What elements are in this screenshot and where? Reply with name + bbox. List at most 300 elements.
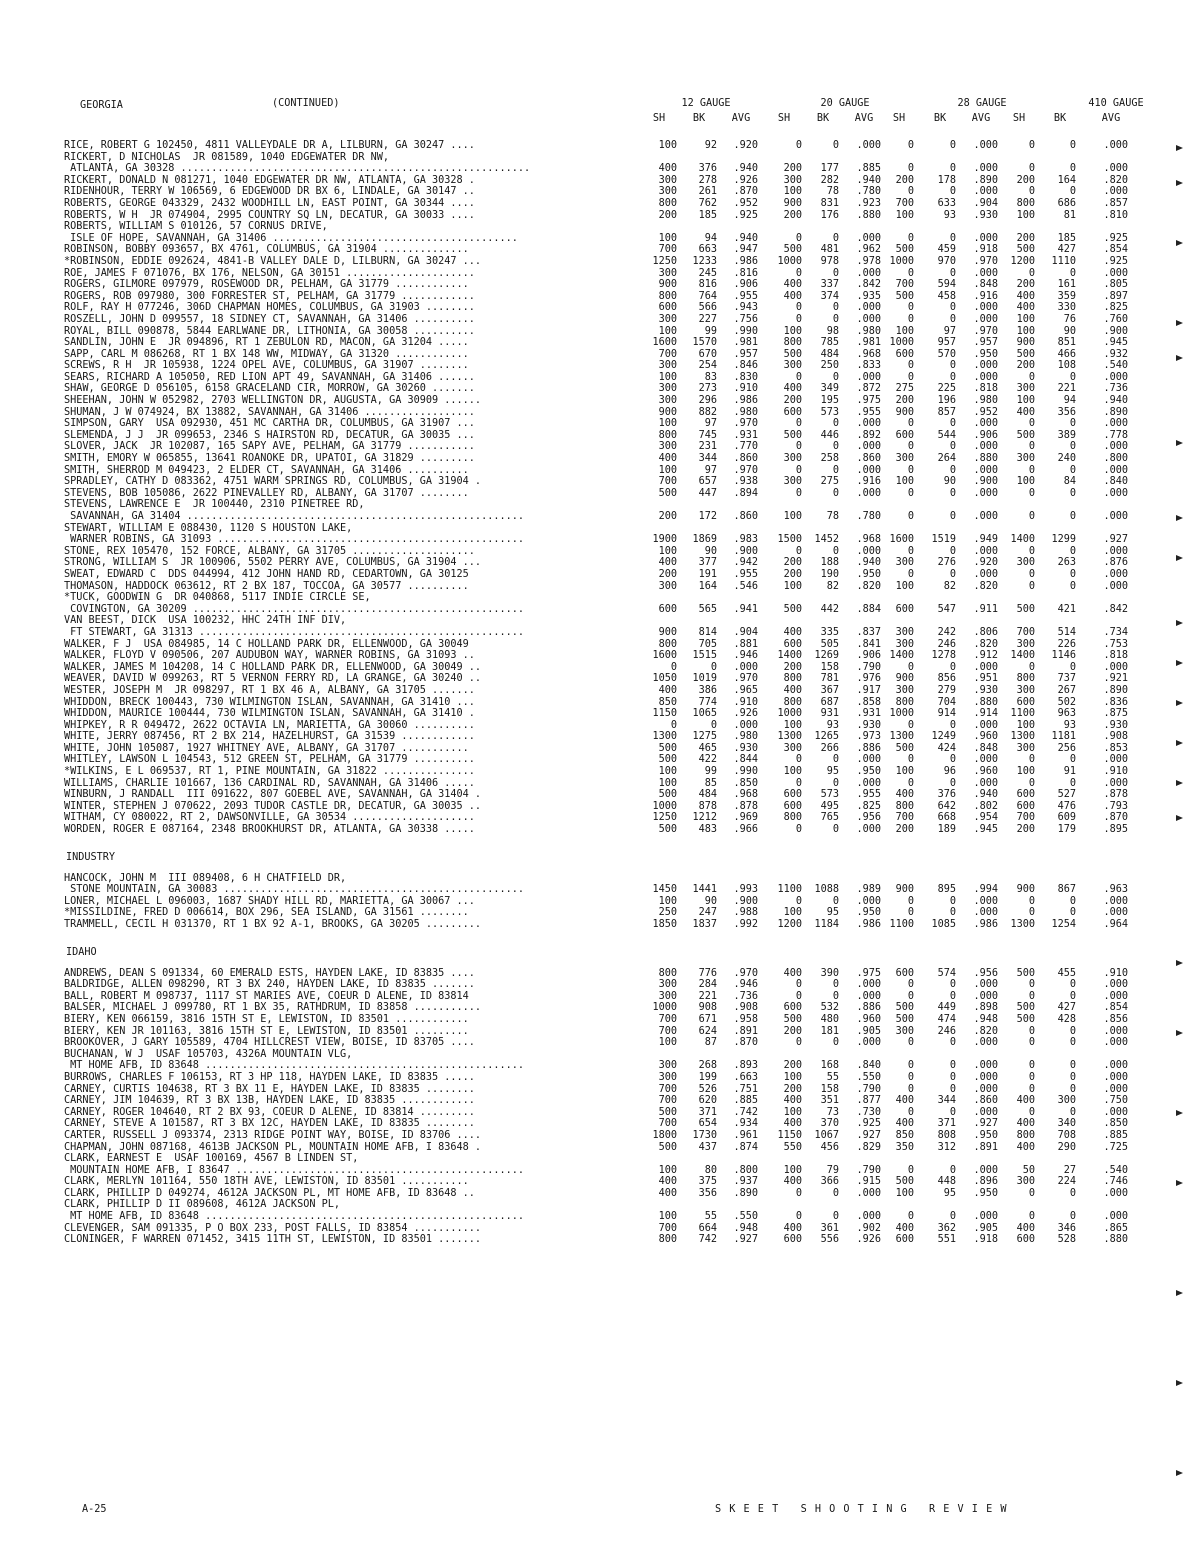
avg-cell: .902 xyxy=(856,1222,881,1234)
sh-cell: 100 xyxy=(658,1164,677,1176)
sh-cell: 300 xyxy=(783,453,802,465)
sh-cell: 0 xyxy=(795,441,802,453)
avg-cell: .980 xyxy=(733,406,758,418)
bk-cell: 663 xyxy=(698,244,717,256)
table-row xyxy=(64,604,1154,616)
avg-cell: .940 xyxy=(973,789,998,801)
bk-cell: 371 xyxy=(698,1106,717,1118)
sh-cell: 100 xyxy=(783,511,802,522)
sh-cell: 300 xyxy=(658,267,677,279)
bk-cell: 240 xyxy=(1057,453,1076,465)
bk-cell: 495 xyxy=(820,800,839,812)
sh-cell: 100 xyxy=(895,580,914,592)
bk-cell: 0 xyxy=(1069,895,1076,907)
bk-cell: 970 xyxy=(937,255,956,267)
avg-cell: .850 xyxy=(1103,1118,1128,1130)
avg-cell: .980 xyxy=(856,325,881,337)
avg-cell: .930 xyxy=(973,209,998,221)
table-row xyxy=(64,198,1154,210)
bk-cell: 776 xyxy=(698,967,717,979)
sh-cell: 300 xyxy=(658,360,677,372)
avg-cell: .000 xyxy=(856,371,881,383)
bk-cell: 0 xyxy=(832,545,839,557)
avg-cell: .945 xyxy=(1103,337,1128,349)
sh-cell: 200 xyxy=(658,209,677,221)
bk-cell: 737 xyxy=(1057,673,1076,685)
table-row xyxy=(64,919,1154,931)
sh-cell: 400 xyxy=(1016,1222,1035,1234)
bk-cell: 424 xyxy=(937,742,956,754)
avg-cell: .890 xyxy=(1103,684,1128,696)
bk-cell: 84 xyxy=(1063,476,1076,488)
bk-cell: 189 xyxy=(937,824,956,836)
shooter-entry: RICKERT, DONALD N 081271, 1040 EDGEWATER DR NW, ATLANTA, GA 30328 . xyxy=(64,174,475,186)
table-row xyxy=(64,441,1154,453)
sh-cell: 400 xyxy=(895,1095,914,1107)
bk-cell: 158 xyxy=(820,1083,839,1095)
shooter-entry: ATLANTA, GA 30328 ......................................................... xyxy=(64,163,531,175)
avg-cell: .885 xyxy=(856,163,881,175)
avg-cell: .927 xyxy=(1103,534,1128,546)
avg-cell: .000 xyxy=(973,1037,998,1049)
sh-cell: 100 xyxy=(1016,719,1035,731)
column-subheader: SH xyxy=(892,113,906,124)
table-row xyxy=(64,534,1154,546)
avg-cell: .000 xyxy=(973,1071,998,1083)
avg-cell: .950 xyxy=(973,1187,998,1199)
table-row xyxy=(64,1165,1154,1177)
bk-cell: 427 xyxy=(1057,244,1076,256)
table-row xyxy=(64,592,1154,604)
bk-cell: 278 xyxy=(698,174,717,186)
avg-cell: .946 xyxy=(733,650,758,662)
bk-cell: 0 xyxy=(832,990,839,1002)
avg-cell: .970 xyxy=(733,673,758,685)
bk-cell: 231 xyxy=(698,441,717,453)
sh-cell: 300 xyxy=(895,638,914,650)
bk-cell: 0 xyxy=(832,1037,839,1049)
table-row xyxy=(64,175,1154,187)
avg-cell: .927 xyxy=(733,1234,758,1246)
sh-cell: 300 xyxy=(783,742,802,754)
sh-cell: 0 xyxy=(907,568,914,580)
bk-cell: 764 xyxy=(698,290,717,302)
margin-arrow-mark xyxy=(1176,780,1183,786)
bk-cell: 570 xyxy=(937,348,956,360)
bk-cell: 0 xyxy=(832,418,839,430)
bk-cell: 914 xyxy=(937,708,956,720)
avg-cell: .000 xyxy=(1103,163,1128,175)
avg-cell: .900 xyxy=(733,895,758,907)
table-row xyxy=(64,1211,1154,1223)
sh-cell: 100 xyxy=(783,580,802,592)
sh-cell: 0 xyxy=(1028,163,1035,175)
sh-cell: 0 xyxy=(907,719,914,731)
table-row xyxy=(64,244,1154,256)
sh-cell: 250 xyxy=(658,907,677,919)
shooter-entry: SHUMAN, J W 074924, BX 13882, SAVANNAH, GA 31406 .................. xyxy=(64,406,475,418)
sh-cell: 1300 xyxy=(652,731,677,743)
sh-cell: 700 xyxy=(658,1222,677,1234)
avg-cell: .994 xyxy=(973,884,998,896)
shooter-entry: CARTER, RUSSELL J 093374, 2313 RIDGE POINT WAY, BOISE, ID 83706 .... xyxy=(64,1129,482,1141)
section-heading: IDAHO xyxy=(66,946,97,958)
bk-cell: 98 xyxy=(826,325,839,337)
sh-cell: 0 xyxy=(907,487,914,499)
sh-cell: 100 xyxy=(658,1037,677,1049)
bk-cell: 375 xyxy=(698,1176,717,1188)
bk-cell: 0 xyxy=(1069,163,1076,175)
shooter-entry: SAPP, CARL M 086268, RT 1 BX 148 WW, MIDWAY, GA 31320 ............ xyxy=(64,348,469,360)
sh-cell: 0 xyxy=(795,302,802,314)
sh-cell: 0 xyxy=(1028,441,1035,453)
avg-cell: .960 xyxy=(973,766,998,778)
bk-cell: 0 xyxy=(1069,580,1076,592)
sh-cell: 200 xyxy=(783,1060,802,1072)
sh-cell: 1600 xyxy=(652,337,677,349)
avg-cell: .900 xyxy=(1103,325,1128,337)
sh-cell: 0 xyxy=(1028,1187,1035,1199)
sh-cell: 0 xyxy=(907,302,914,314)
avg-cell: .920 xyxy=(973,557,998,569)
bk-cell: 0 xyxy=(832,754,839,766)
avg-cell: .800 xyxy=(1103,453,1128,465)
avg-cell: .965 xyxy=(733,684,758,696)
sh-cell: 100 xyxy=(1016,313,1035,325)
avg-cell: .000 xyxy=(1103,979,1128,991)
sh-cell: 0 xyxy=(907,1071,914,1083)
bk-cell: 0 xyxy=(832,140,839,151)
sh-cell: 400 xyxy=(658,453,677,465)
sh-cell: 100 xyxy=(1016,395,1035,407)
avg-cell: .725 xyxy=(1103,1141,1128,1153)
sh-cell: 1250 xyxy=(652,255,677,267)
bk-cell: 99 xyxy=(704,766,717,778)
bk-cell: 273 xyxy=(698,383,717,395)
bk-cell: 386 xyxy=(698,684,717,696)
margin-arrow-mark xyxy=(1176,1030,1183,1036)
bk-cell: 0 xyxy=(832,464,839,476)
bk-cell: 221 xyxy=(698,990,717,1002)
table-row xyxy=(64,743,1154,755)
sh-cell: 400 xyxy=(783,967,802,979)
bk-cell: 556 xyxy=(820,1234,839,1246)
avg-cell: .940 xyxy=(856,174,881,186)
table-row xyxy=(64,163,1154,175)
table-row xyxy=(64,186,1154,198)
table-row xyxy=(64,1014,1154,1026)
sh-cell: 700 xyxy=(658,1095,677,1107)
sh-cell: 500 xyxy=(783,1013,802,1025)
avg-cell: .000 xyxy=(973,1211,998,1223)
avg-cell: .000 xyxy=(973,979,998,991)
avg-cell: .923 xyxy=(856,197,881,209)
avg-cell: .760 xyxy=(1103,313,1128,325)
bk-cell: 196 xyxy=(937,395,956,407)
sh-cell: 0 xyxy=(1028,511,1035,522)
bk-cell: 95 xyxy=(826,907,839,919)
avg-cell: .921 xyxy=(1103,673,1128,685)
bk-cell: 0 xyxy=(949,1211,956,1223)
shooter-entry: WHITE, JERRY 087456, RT 2 BX 214, HAZELHURST, GA 31539 ............ xyxy=(64,731,475,743)
bk-cell: 0 xyxy=(1069,1211,1076,1223)
bk-cell: 97 xyxy=(704,464,717,476)
bk-cell: 1065 xyxy=(692,708,717,720)
sh-cell: 1300 xyxy=(1010,919,1035,930)
bk-cell: 349 xyxy=(820,383,839,395)
sh-cell: 500 xyxy=(658,1141,677,1153)
shooter-entry: WESTER, JOSEPH M JR 098297, RT 1 BX 46 A, ALBANY, GA 31705 ....... xyxy=(64,684,475,696)
avg-cell: .810 xyxy=(1103,209,1128,221)
sh-cell: 600 xyxy=(783,800,802,812)
avg-cell: .000 xyxy=(1103,487,1128,499)
sh-cell: 400 xyxy=(658,163,677,175)
bk-cell: 0 xyxy=(949,511,956,522)
table-row xyxy=(64,979,1154,991)
sh-cell: 700 xyxy=(895,812,914,824)
bk-cell: 0 xyxy=(949,313,956,325)
avg-cell: .818 xyxy=(1103,650,1128,662)
avg-cell: .884 xyxy=(856,603,881,615)
bk-cell: 1146 xyxy=(1051,650,1076,662)
bk-cell: 882 xyxy=(698,406,717,418)
sh-cell: 850 xyxy=(658,696,677,708)
table-row xyxy=(64,1153,1154,1165)
shooter-entry: WINBURN, J RANDALL III 091622, 807 GOEBEL AVE, SAVANNAH, GA 31404 . xyxy=(64,789,482,801)
bk-cell: 0 xyxy=(949,1106,956,1118)
table-row xyxy=(64,233,1154,245)
sh-cell: 200 xyxy=(783,557,802,569)
shooter-entry: CLARK, MERLYN 101164, 550 18TH AVE, LEWISTON, ID 83501 ........... xyxy=(64,1176,469,1188)
avg-cell: .925 xyxy=(733,209,758,221)
margin-arrow-mark xyxy=(1176,1110,1183,1116)
sh-cell: 300 xyxy=(658,1060,677,1072)
avg-cell: .000 xyxy=(856,777,881,789)
shooter-entry: ROBERTS, W H JR 074904, 2995 COUNTRY SQ LN, DECATUR, GA 30033 .... xyxy=(64,209,475,221)
avg-cell: .000 xyxy=(1103,511,1128,522)
sh-cell: 0 xyxy=(907,464,914,476)
table-row xyxy=(64,673,1154,685)
bk-cell: 0 xyxy=(1069,777,1076,789)
sh-cell: 200 xyxy=(783,1083,802,1095)
bk-cell: 465 xyxy=(698,742,717,754)
bk-cell: 446 xyxy=(820,429,839,441)
bk-cell: 276 xyxy=(937,557,956,569)
bk-cell: 0 xyxy=(1069,1106,1076,1118)
bk-cell: 1837 xyxy=(692,919,717,930)
bk-cell: 0 xyxy=(949,267,956,279)
bk-cell: 745 xyxy=(698,429,717,441)
avg-cell: .956 xyxy=(973,967,998,979)
sh-cell: 0 xyxy=(795,545,802,557)
shooter-entry: RIDENHOUR, TERRY W 106569, 6 EDGEWOOD DR BX 6, LINDALE, GA 30147 .. xyxy=(64,186,475,198)
table-row xyxy=(64,778,1154,790)
bk-cell: 0 xyxy=(1069,568,1076,580)
state-title: GEORGIA xyxy=(80,100,123,111)
table-row xyxy=(64,650,1154,662)
sh-cell: 500 xyxy=(783,244,802,256)
sh-cell: 0 xyxy=(795,371,802,383)
shooter-entry: MOUNTAIN HOME AFB, I 83647 ............................................... xyxy=(64,1164,525,1176)
table-row xyxy=(64,302,1154,314)
bk-cell: 164 xyxy=(698,580,717,592)
table-row xyxy=(64,326,1154,338)
avg-cell: .860 xyxy=(973,1095,998,1107)
bk-cell: 177 xyxy=(820,163,839,175)
bk-cell: 390 xyxy=(820,967,839,979)
bk-cell: 0 xyxy=(949,371,956,383)
avg-cell: .877 xyxy=(856,1095,881,1107)
sh-cell: 600 xyxy=(658,603,677,615)
bk-cell: 708 xyxy=(1057,1129,1076,1141)
avg-cell: .983 xyxy=(733,534,758,546)
bk-cell: 263 xyxy=(1057,557,1076,569)
bk-cell: 931 xyxy=(820,708,839,720)
sh-cell: 0 xyxy=(795,979,802,991)
table-row xyxy=(64,615,1154,627)
table-row xyxy=(64,1026,1154,1038)
avg-cell: .000 xyxy=(1103,895,1128,907)
sh-cell: 400 xyxy=(783,1095,802,1107)
avg-cell: .961 xyxy=(733,1129,758,1141)
sh-cell: 800 xyxy=(783,696,802,708)
avg-cell: .948 xyxy=(973,1013,998,1025)
shooter-entry: ROBERTS, GEORGE 043329, 2432 WOODHILL LN, EAST POINT, GA 30344 .... xyxy=(64,197,475,209)
sh-cell: 300 xyxy=(1016,638,1035,650)
sh-cell: 900 xyxy=(1016,337,1035,349)
bk-cell: 528 xyxy=(1057,1234,1076,1246)
avg-cell: .540 xyxy=(1103,360,1128,372)
bk-cell: 376 xyxy=(698,163,717,175)
avg-cell: .000 xyxy=(1103,267,1128,279)
shooter-entry: THOMASON, HADDOCK 063612, RT 2 BX 187, TOCCOA, GA 30577 .......... xyxy=(64,580,469,592)
avg-cell: .730 xyxy=(856,1106,881,1118)
avg-cell: .885 xyxy=(1103,1129,1128,1141)
avg-cell: .000 xyxy=(856,990,881,1002)
avg-cell: .940 xyxy=(856,557,881,569)
bk-cell: 242 xyxy=(937,626,956,638)
bk-cell: 657 xyxy=(698,476,717,488)
bk-cell: 0 xyxy=(832,313,839,325)
avg-cell: .870 xyxy=(733,186,758,198)
bk-cell: 261 xyxy=(698,186,717,198)
bk-cell: 0 xyxy=(949,895,956,907)
sh-cell: 0 xyxy=(907,163,914,175)
bk-cell: 668 xyxy=(937,812,956,824)
sh-cell: 300 xyxy=(895,453,914,465)
bk-cell: 0 xyxy=(710,661,717,673)
avg-cell: .802 xyxy=(973,800,998,812)
avg-cell: .820 xyxy=(973,1025,998,1037)
sh-cell: 850 xyxy=(895,1129,914,1141)
sh-cell: 200 xyxy=(1016,232,1035,244)
sh-cell: 1400 xyxy=(777,650,802,662)
avg-cell: .931 xyxy=(733,429,758,441)
sh-cell: 400 xyxy=(1016,1118,1035,1130)
avg-cell: .857 xyxy=(1103,197,1128,209)
avg-cell: .844 xyxy=(733,754,758,766)
sh-cell: 0 xyxy=(1028,754,1035,766)
sh-cell: 0 xyxy=(795,313,802,325)
table-row xyxy=(64,789,1154,801)
sh-cell: 0 xyxy=(1028,1025,1035,1037)
bk-cell: 73 xyxy=(826,1106,839,1118)
avg-cell: .000 xyxy=(856,140,881,151)
sh-cell: 0 xyxy=(907,511,914,522)
avg-cell: .000 xyxy=(1103,186,1128,198)
avg-cell: .540 xyxy=(1103,1164,1128,1176)
sh-cell: 0 xyxy=(907,232,914,244)
sh-cell: 100 xyxy=(783,1071,802,1083)
shooter-entry: BALSER, MICHAEL J 099780, RT 1 BX 35, RATHDRUM, ID 83858 ........... xyxy=(64,1002,482,1014)
table-row xyxy=(64,1095,1154,1107)
avg-cell: .000 xyxy=(856,418,881,430)
shooter-entry: ANDREWS, DEAN S 091334, 60 EMERALD ESTS, HAYDEN LAKE, ID 83835 .... xyxy=(64,967,475,979)
sh-cell: 300 xyxy=(895,557,914,569)
avg-cell: .960 xyxy=(856,1013,881,1025)
sh-cell: 0 xyxy=(1028,1083,1035,1095)
sh-cell: 400 xyxy=(783,279,802,291)
sh-cell: 0 xyxy=(907,441,914,453)
bk-cell: 190 xyxy=(820,568,839,580)
bk-cell: 246 xyxy=(937,638,956,650)
sh-cell: 700 xyxy=(658,244,677,256)
avg-cell: .980 xyxy=(973,395,998,407)
bk-cell: 814 xyxy=(698,626,717,638)
sh-cell: 500 xyxy=(783,348,802,360)
bk-cell: 1452 xyxy=(814,534,839,546)
bk-cell: 1519 xyxy=(931,534,956,546)
avg-cell: .856 xyxy=(1103,1013,1128,1025)
shooter-entry: RICKERT, D NICHOLAS JR 081589, 1040 EDGEWATER DR NW, xyxy=(64,151,390,163)
bk-cell: 266 xyxy=(820,742,839,754)
table-row xyxy=(64,1188,1154,1200)
avg-cell: .955 xyxy=(733,290,758,302)
sh-cell: 0 xyxy=(1028,568,1035,580)
table-row xyxy=(64,1234,1154,1246)
sh-cell: 300 xyxy=(783,476,802,488)
bk-cell: 455 xyxy=(1057,967,1076,979)
sh-cell: 0 xyxy=(795,824,802,836)
sh-cell: 500 xyxy=(1016,603,1035,615)
column-subheader: BK xyxy=(692,113,706,124)
shooter-entry: WORDEN, ROGER E 087164, 2348 BROOKHURST DR, ATLANTA, GA 30338 ..... xyxy=(64,824,475,836)
bk-cell: 221 xyxy=(1057,383,1076,395)
bk-cell: 366 xyxy=(820,1176,839,1188)
avg-cell: .892 xyxy=(856,429,881,441)
sh-cell: 0 xyxy=(907,777,914,789)
sh-cell: 0 xyxy=(907,661,914,673)
avg-cell: .848 xyxy=(973,279,998,291)
table-row xyxy=(64,685,1154,697)
sh-cell: 300 xyxy=(1016,742,1035,754)
sh-cell: 200 xyxy=(783,395,802,407)
bk-cell: 0 xyxy=(949,140,956,151)
table-row xyxy=(64,1176,1154,1188)
avg-cell: .992 xyxy=(733,919,758,930)
table-row xyxy=(64,1049,1154,1061)
margin-arrow-mark xyxy=(1176,320,1183,326)
avg-cell: .880 xyxy=(856,209,881,221)
column-subheader: SH xyxy=(1012,113,1026,124)
avg-cell: .000 xyxy=(1103,580,1128,592)
shooter-entry: HANCOCK, JOHN M III 089408, 6 H CHATFIELD DR, xyxy=(64,872,347,884)
bk-cell: 0 xyxy=(832,895,839,907)
sh-cell: 0 xyxy=(795,1037,802,1049)
avg-cell: .825 xyxy=(1103,302,1128,314)
avg-cell: .986 xyxy=(733,395,758,407)
column-subheader: AVG xyxy=(971,113,991,124)
